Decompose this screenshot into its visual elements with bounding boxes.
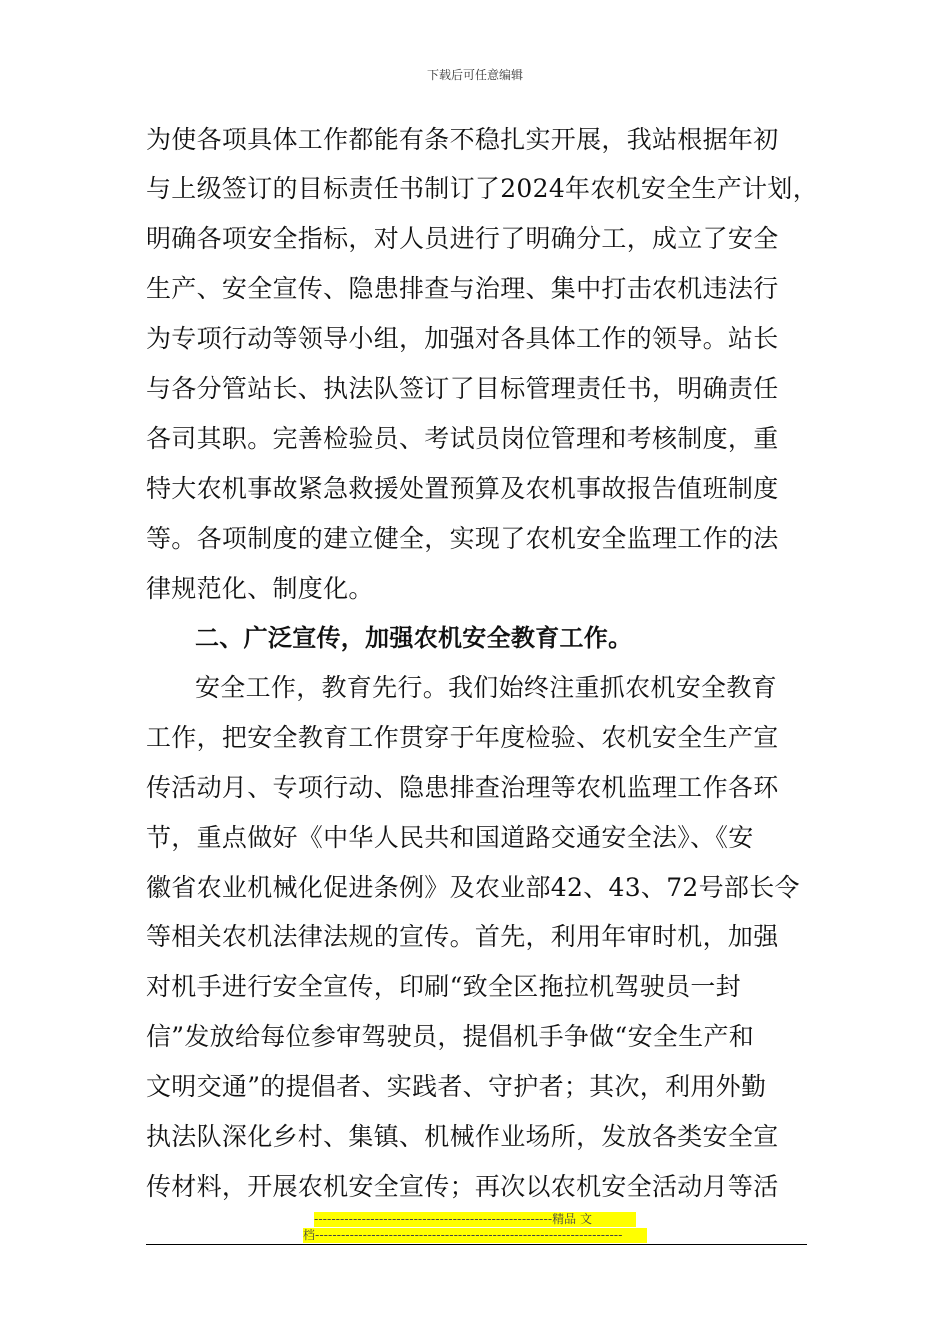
paragraph-line: 节，重点做好《中华人民共和国道路交通安全法》、《安 xyxy=(146,823,754,852)
paragraph-line: 生产、安全宣传、隐患排查与治理、集中打击农机违法行 xyxy=(146,274,779,303)
footer-divider xyxy=(146,1244,807,1245)
paragraph-line: 传活动月、专项行动、隐患排查治理等农机监理工作各环 xyxy=(146,773,779,802)
footer-watermark-line-1: -------------------------------------------------------精品 文 xyxy=(314,1212,636,1227)
paragraph-line: 执法队深化乡村、集镇、机械作业场所，发放各类安全宣 xyxy=(146,1122,779,1151)
paragraph-line: 文明交通”的提倡者、实践者、守护者；其次，利用外勤 xyxy=(146,1072,767,1101)
paragraph-line: 安全工作，教育先行。我们始终注重抓农机安全教育 xyxy=(195,673,777,702)
header-note: 下载后可任意编辑 xyxy=(426,68,523,82)
paragraph-line: 等。各项制度的建立健全，实现了农机安全监理工作的法 xyxy=(146,524,779,553)
paragraph-line: 传材料，开展农机安全宣传；再次以农机安全活动月等活 xyxy=(146,1172,779,1201)
paragraph-line: 明确各项安全指标，对人员进行了明确分工，成立了安全 xyxy=(146,224,779,253)
paragraph-line: 为使各项具体工作都能有条不稳扎实开展，我站根据年初 xyxy=(146,125,779,154)
paragraph-line: 工作，把安全教育工作贯穿于年度检验、农机安全生产宣 xyxy=(146,723,779,752)
paragraph-line: 各司其职。完善检验员、考试员岗位管理和考核制度，重 xyxy=(146,424,779,453)
paragraph-line: 等相关农机法律法规的宣传。首先，利用年审时机，加强 xyxy=(146,922,779,951)
paragraph-line: 信”发放给每位参审驾驶员，提倡机手争做“安全生产和 xyxy=(146,1022,755,1051)
paragraph-line: 律规范化、制度化。 xyxy=(146,574,374,603)
paragraph-line: 特大农机事故紧急救援处置预算及农机事故报告值班制度 xyxy=(146,474,779,503)
paragraph-line: 与上级签订的目标责任书制订了2024年农机安全生产计划， xyxy=(146,174,819,203)
footer-watermark-line-2: 档----------------------------------------------------------------------- xyxy=(303,1228,647,1243)
paragraph-line: 为专项行动等领导小组，加强对各具体工作的领导。站长 xyxy=(146,324,779,353)
paragraph-line: 与各分管站长、执法队签订了目标管理责任书，明确责任 xyxy=(146,374,779,403)
section-heading: 二、广泛宣传，加强农机安全教育工作。 xyxy=(195,624,633,652)
paragraph-line: 徽省农业机械化促进条例》及农业部42、43、72号部长令 xyxy=(146,873,800,902)
paragraph-line: 对机手进行安全宣传，印刷“致全区拖拉机驾驶员一封 xyxy=(146,972,741,1001)
